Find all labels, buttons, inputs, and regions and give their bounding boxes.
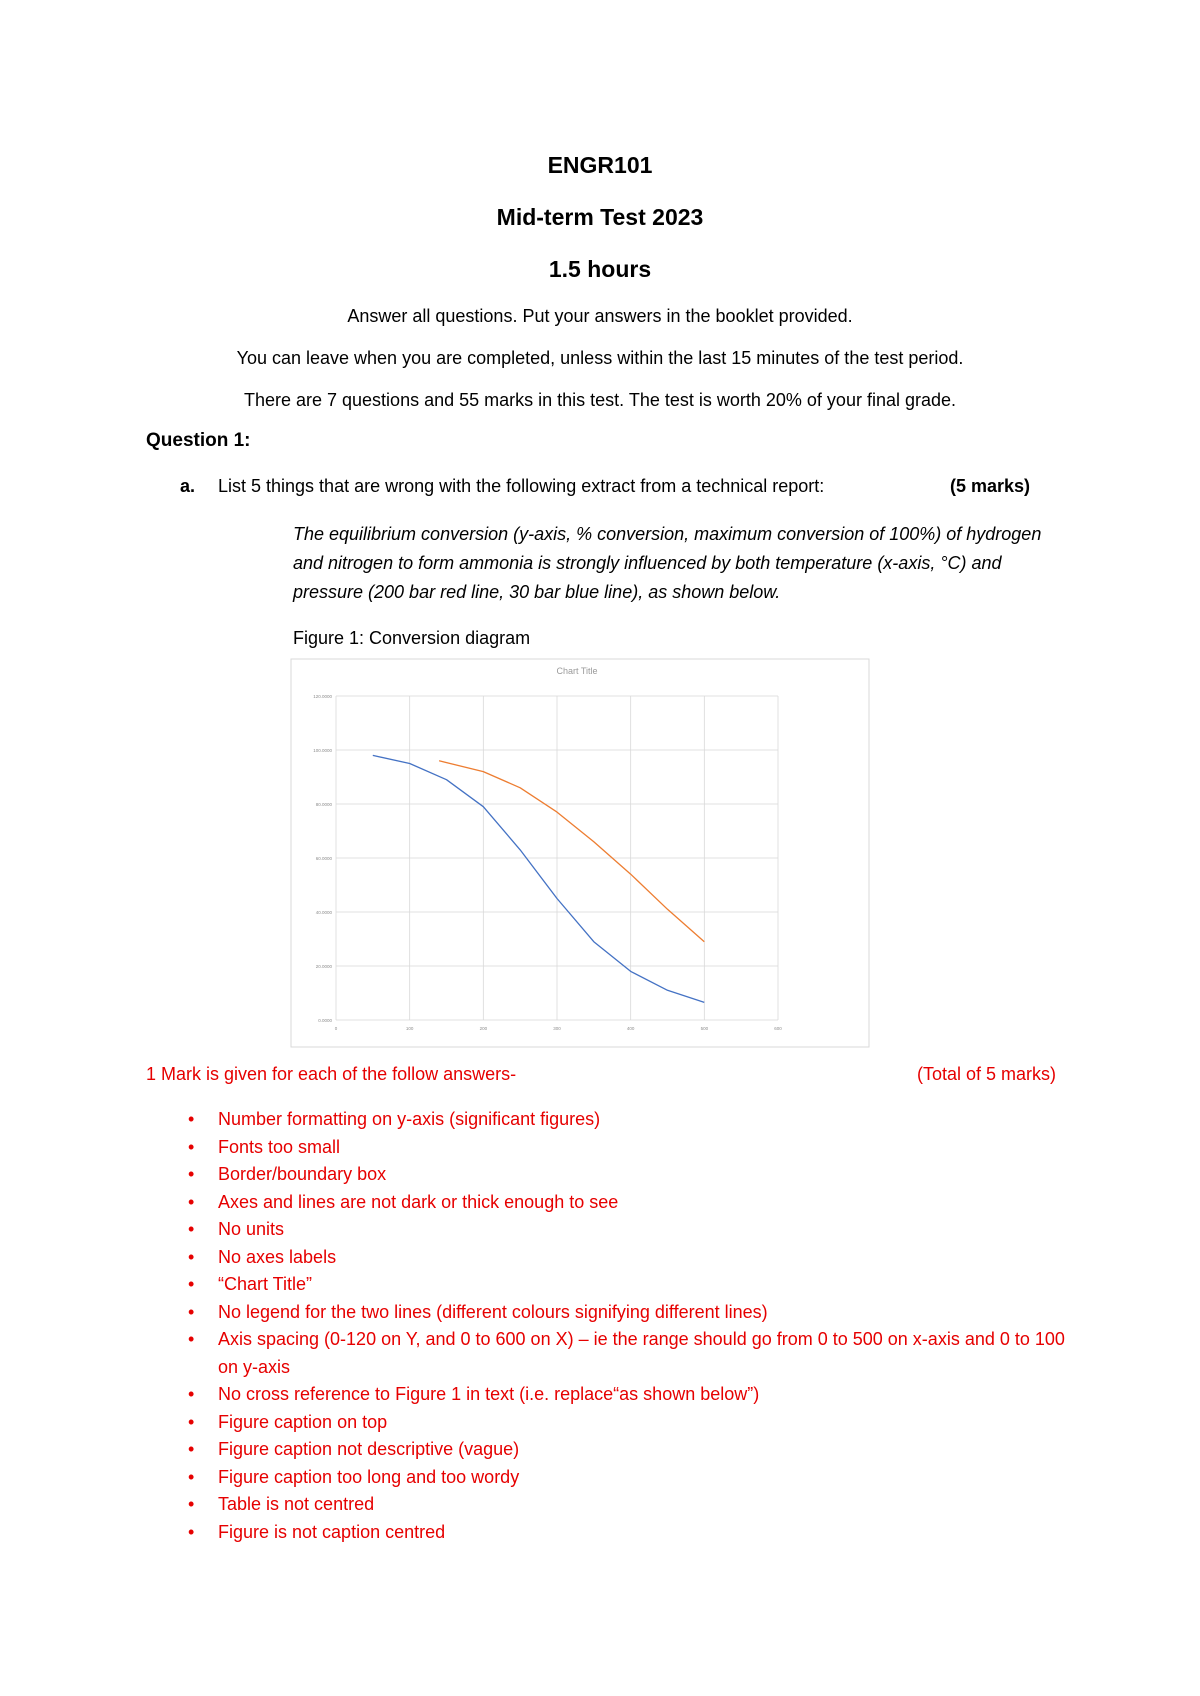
question-1a [180, 476, 1050, 497]
y-tick-label: 80.0000 [315, 802, 332, 807]
chart-title: Chart Title [556, 666, 598, 676]
answer-text: No legend for the two lines (different colours signifying different lines) [218, 1301, 768, 1322]
chart-border [291, 659, 869, 1047]
bullet-icon: • [188, 1329, 195, 1349]
bullet-icon: • [188, 1439, 195, 1459]
answer-item [188, 1409, 1068, 1437]
answer-text: Axes and lines are not dark or thick enough to see [218, 1191, 619, 1212]
y-tick-label: 20.0000 [315, 964, 332, 969]
answer-text: Figure caption too long and too wordy [218, 1466, 520, 1487]
answer-item [188, 1106, 1068, 1134]
answer-text: Border/boundary box [218, 1164, 387, 1184]
answer-item [188, 1381, 1068, 1409]
bullet-icon: • [188, 1521, 195, 1542]
x-tick-label: 500 [700, 1026, 709, 1031]
answer-text: Axis spacing (0-120 on Y, and 0 to 600 on X) – ie the range should go from 0 to 500 on x-axis and 0 to 100 on y-axis [218, 1329, 1065, 1377]
x-tick-label: 0 [334, 1026, 338, 1031]
question-1a-letter: a. [180, 476, 196, 496]
figure-caption: Figure 1: Conversion diagram [293, 628, 531, 648]
answer-text: Figure caption on top [218, 1411, 388, 1432]
y-tick-label: 100.0000 [313, 748, 332, 753]
answer-item [188, 1464, 1068, 1492]
y-tick-label: 120.0000 [313, 694, 332, 699]
answers-list [188, 1106, 1068, 1546]
bullet-icon: • [188, 1411, 195, 1432]
bullet-icon: • [188, 1219, 195, 1239]
course-code: ENGR101 [547, 152, 653, 178]
y-tick-label: 40.0000 [315, 910, 332, 915]
bullet-icon: • [188, 1136, 195, 1157]
answers-heading [146, 1064, 1056, 1085]
answer-text: Figure is not caption centred [218, 1521, 446, 1542]
bullet-icon: • [188, 1466, 195, 1487]
answer-item [188, 1189, 1068, 1217]
answer-item [188, 1491, 1068, 1519]
bullet-icon: • [188, 1191, 195, 1212]
x-tick-label: 100 [405, 1026, 414, 1031]
y-tick-label: 0.0000 [318, 1018, 332, 1023]
bullet-icon: • [188, 1494, 195, 1514]
report-extract: The equilibrium conversion (y-axis, % conversion, maximum conversion of 100%) of hydrogen and nitrogen to form ammonia is strongly influenced by both temperature (x-axis, °C) and pressure (200 bar red line, 30 bar blue line), as shown below. [293, 524, 1042, 602]
answer-item [188, 1244, 1068, 1272]
question-1-heading: Question 1: [146, 430, 251, 451]
x-tick-label: 300 [553, 1026, 561, 1031]
question-1a-marks: (5 marks) [950, 476, 1031, 496]
bullet-icon: • [188, 1384, 195, 1404]
test-duration: 1.5 hours [548, 256, 652, 282]
answer-item [188, 1271, 1068, 1299]
answer-text: “Chart Title” [218, 1274, 313, 1294]
test-title: Mid-term Test 2023 [496, 204, 704, 230]
conversion-chart [290, 658, 870, 1048]
bullet-icon: • [188, 1274, 195, 1294]
bullet-icon: • [188, 1246, 195, 1267]
instruction-marks: There are 7 questions and 55 marks in this test. The test is worth 20% of your final grade. [243, 390, 957, 410]
answers-heading-text: 1 Mark is given for each of the follow answers- [146, 1064, 517, 1084]
answer-item [188, 1299, 1068, 1327]
bullet-icon: • [188, 1301, 195, 1322]
answer-text: Number formatting on y-axis (significant figures) [218, 1109, 601, 1129]
x-tick-label: 400 [626, 1026, 635, 1031]
instruction-leave: You can leave when you are completed, unless within the last 15 minutes of the test period. [236, 348, 964, 368]
question-1a-text: List 5 things that are wrong with the following extract from a technical report: [218, 476, 825, 496]
answer-item [188, 1216, 1068, 1244]
instruction-answer: Answer all questions. Put your answers in the booklet provided. [347, 306, 853, 326]
answer-item [188, 1519, 1068, 1547]
x-tick-label: 600 [774, 1026, 782, 1031]
answer-text: No cross reference to Figure 1 in text (i.e. replace“as shown below”) [218, 1384, 760, 1404]
answer-text: Fonts too small [218, 1136, 341, 1157]
answer-text: No units [218, 1219, 285, 1239]
answer-text: Figure caption not descriptive (vague) [218, 1439, 520, 1459]
answer-item [188, 1134, 1068, 1162]
answer-item [188, 1436, 1068, 1464]
bullet-icon: • [188, 1164, 195, 1184]
answer-text: No axes labels [218, 1246, 337, 1267]
answers-total: (Total of 5 marks) [916, 1064, 1056, 1084]
y-tick-label: 60.0000 [315, 856, 332, 861]
answer-text: Table is not centred [218, 1494, 375, 1514]
answer-item [188, 1161, 1068, 1189]
x-tick-label: 200 [479, 1026, 488, 1031]
answer-item [188, 1326, 1068, 1381]
bullet-icon: • [188, 1109, 195, 1129]
